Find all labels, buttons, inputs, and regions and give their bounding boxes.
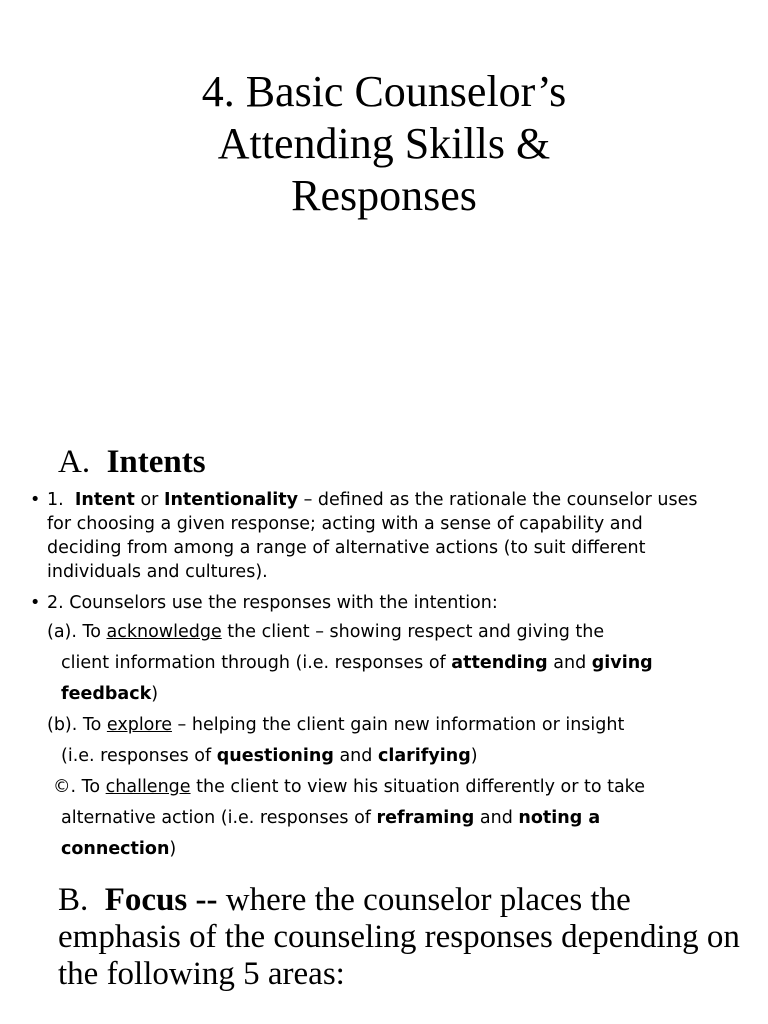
item-a-bold-feedback: feedback [61,684,152,704]
section-b-title: Focus -- [104,882,218,918]
item-a-line2-prefix: client information through (i.e. responses of [61,653,446,673]
item-b-line2-prefix: (i.e. responses of [61,746,212,766]
section-a-letter: A. [58,444,91,480]
title-line-2: Attending Skills & [217,119,551,168]
bullet-counselors-use [30,591,720,615]
item-a-keyword: acknowledge [106,622,222,642]
item-c-close: ) [169,839,177,859]
title-line-1: 4. Basic Counselor’s [201,67,567,116]
item-a-prefix: (a). To [47,622,101,642]
item-b-and: and [339,746,373,766]
item-c-line-1 [53,772,645,803]
item-b-rest: – helping the client gain new information or insight [177,715,625,735]
item-a-rest: the client – showing respect and giving the [227,622,605,642]
term-intent: Intent [74,490,135,510]
section-a-title: Intents [106,444,206,480]
bullet-text [47,488,720,584]
item-b-keyword: explore [106,715,172,735]
section-b-heading [58,882,748,993]
bullet-number: 1. [47,490,64,510]
item-b-close: ) [470,746,478,766]
section-a-heading [58,440,206,484]
item-a-line-1 [47,617,604,648]
item-c-prefix: ©. To [53,777,101,797]
or-word: or [140,490,159,510]
item-a-line-3 [61,679,158,710]
intent-definition: – defined as the rationale the counselor uses for choosing a given response; acting with a sense of capability and deciding from among a range of alternative actions (to suit different individuals and cultures). [47,490,698,582]
slide-title [0,66,768,222]
bullet-dot: • [30,490,41,510]
item-c-keyword: challenge [105,777,191,797]
section-b-text: where the counselor places the emphasis of the counseling responses depending on the following 5 areas: [58,882,740,992]
item-a-line-2 [61,648,653,679]
item-c-line2-prefix: alternative action (i.e. responses of [61,808,371,828]
item-a-and: and [553,653,587,673]
bullet-intent-definition [30,488,720,584]
term-intentionality: Intentionality [163,490,299,510]
item-b-prefix: (b). To [47,715,102,735]
bullet-text: 2. Counselors use the responses with the intention: [47,593,498,613]
item-c-and: and [479,808,513,828]
item-c-bold-connection: connection [61,839,170,859]
item-b-bold-clarifying: clarifying [377,746,471,766]
item-c-line-2 [61,803,600,834]
title-line-3: Responses [291,171,477,220]
item-c-bold-noting: noting a [518,808,601,828]
item-b-line-1 [47,710,624,741]
section-b-letter: B. [58,882,89,918]
item-c-line-3 [61,834,176,865]
item-b-bold-questioning: questioning [216,746,334,766]
bullet-dot: • [30,593,41,613]
item-a-close: ) [151,684,159,704]
item-c-rest: the client to view his situation differently or to take [196,777,645,797]
item-c-bold-reframing: reframing [376,808,475,828]
item-b-line-2 [61,741,478,772]
item-a-bold-giving: giving [591,653,653,673]
item-a-bold-attending: attending [451,653,548,673]
